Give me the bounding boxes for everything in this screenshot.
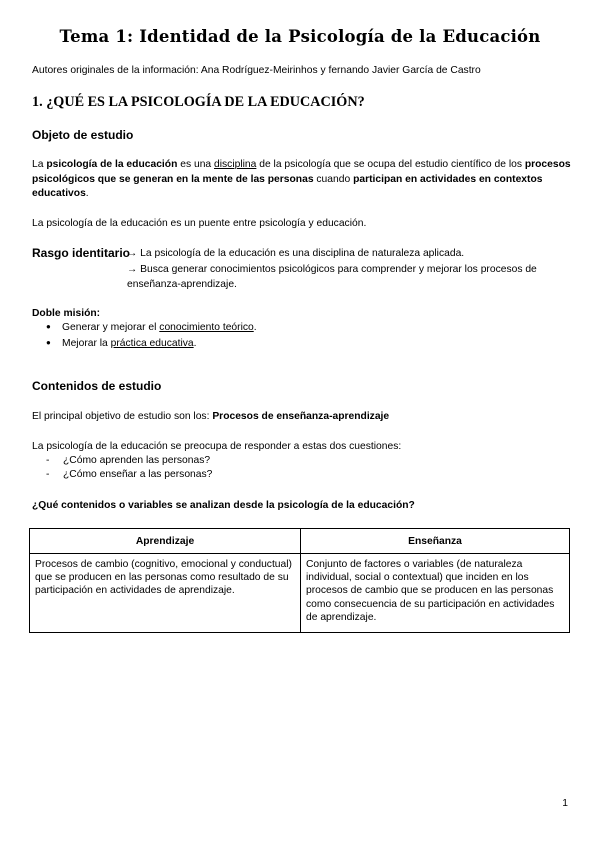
rasgo-label: Rasgo identitario (32, 246, 131, 260)
table-row (30, 554, 570, 633)
page-number: 1 (562, 798, 568, 809)
rasgo-line-1: → La psicología de la educación es una disciplina de naturaleza aplicada. (127, 248, 465, 259)
contenidos-heading: Contenidos de estudio (32, 379, 162, 393)
bullet-icon: ● (46, 322, 51, 331)
authors-line: Autores originales de la información: Ana Rodríguez-Meirinhos y fernando Javier García de Castro (32, 65, 481, 76)
bullet-icon: ● (46, 338, 51, 347)
objetivo-paragraph: El principal objetivo de estudio son los: Procesos de enseñanza-aprendizaje (32, 411, 390, 422)
term-psicologia-educacion: psicología de la educación (46, 159, 178, 170)
list-item: ● Generar y mejorar el conocimiento teórico. (46, 322, 257, 333)
header-ensenanza: Enseñanza (301, 529, 570, 554)
list-item: - ¿Cómo aprenden las personas? (46, 455, 211, 466)
doble-mision-label: Doble misión: (32, 308, 101, 319)
table-header-row (30, 529, 570, 554)
cell-ensenanza: Conjunto de factores o variables (de naturaleza individual, social o contextual) que inciden en los procesos de cambio que se producen en las personas como consecuencia de su participación en actividades de aprendizaje. (301, 554, 570, 633)
bridge-paragraph: La psicología de la educación es un puente entre psicología y educación. (32, 218, 367, 229)
term-disciplina: disciplina (214, 159, 257, 170)
conocimiento-teorico-link: conocimiento teórico (159, 322, 254, 333)
term-contextos-educativos: participan en actividades en contextos educativos (32, 173, 543, 200)
section-heading: 1. ¿QUÉ ES LA PSICOLOGÍA DE LA EDUCACIÓN? (32, 94, 365, 110)
rasgo-line-2: → Busca generar conocimientos psicológicos para comprender y mejorar los procesos de enseñanza-aprendizaje. (127, 264, 537, 290)
list-item: ● Mejorar la práctica educativa. (46, 338, 197, 349)
header-aprendizaje: Aprendizaje (30, 529, 301, 554)
variables-question: ¿Qué contenidos o variables se analizan desde la psicología de la educación? (32, 500, 415, 511)
objeto-heading: Objeto de estudio (32, 128, 134, 142)
definition-paragraph: La psicología de la educación es una disciplina de la psicología que se ocupa del estudio científico de los procesos psicológicos que se generan en la mente de las personas cuando participan en actividades en contextos educativos. (32, 159, 571, 200)
practica-educativa-link: práctica educativa (110, 338, 194, 349)
cuestiones-paragraph: La psicología de la educación se preocupa de responder a estas dos cuestiones: (32, 441, 402, 452)
list-item: - ¿Cómo enseñar a las personas? (46, 469, 213, 480)
comparison-table (29, 528, 570, 633)
document-title: Tema 1: Identidad de la Psicología de la Educación (59, 27, 541, 46)
cell-aprendizaje: Procesos de cambio (cognitivo, emocional y conductual) que se producen en las personas como resultado de su participación en actividades de aprendizaje. (30, 554, 301, 633)
term-procesos-psicologicos: procesos psicológicos que se generan en la mente de las personas (32, 159, 571, 185)
term-ensenanza-aprendizaje: Procesos de enseñanza-aprendizaje (212, 411, 390, 422)
